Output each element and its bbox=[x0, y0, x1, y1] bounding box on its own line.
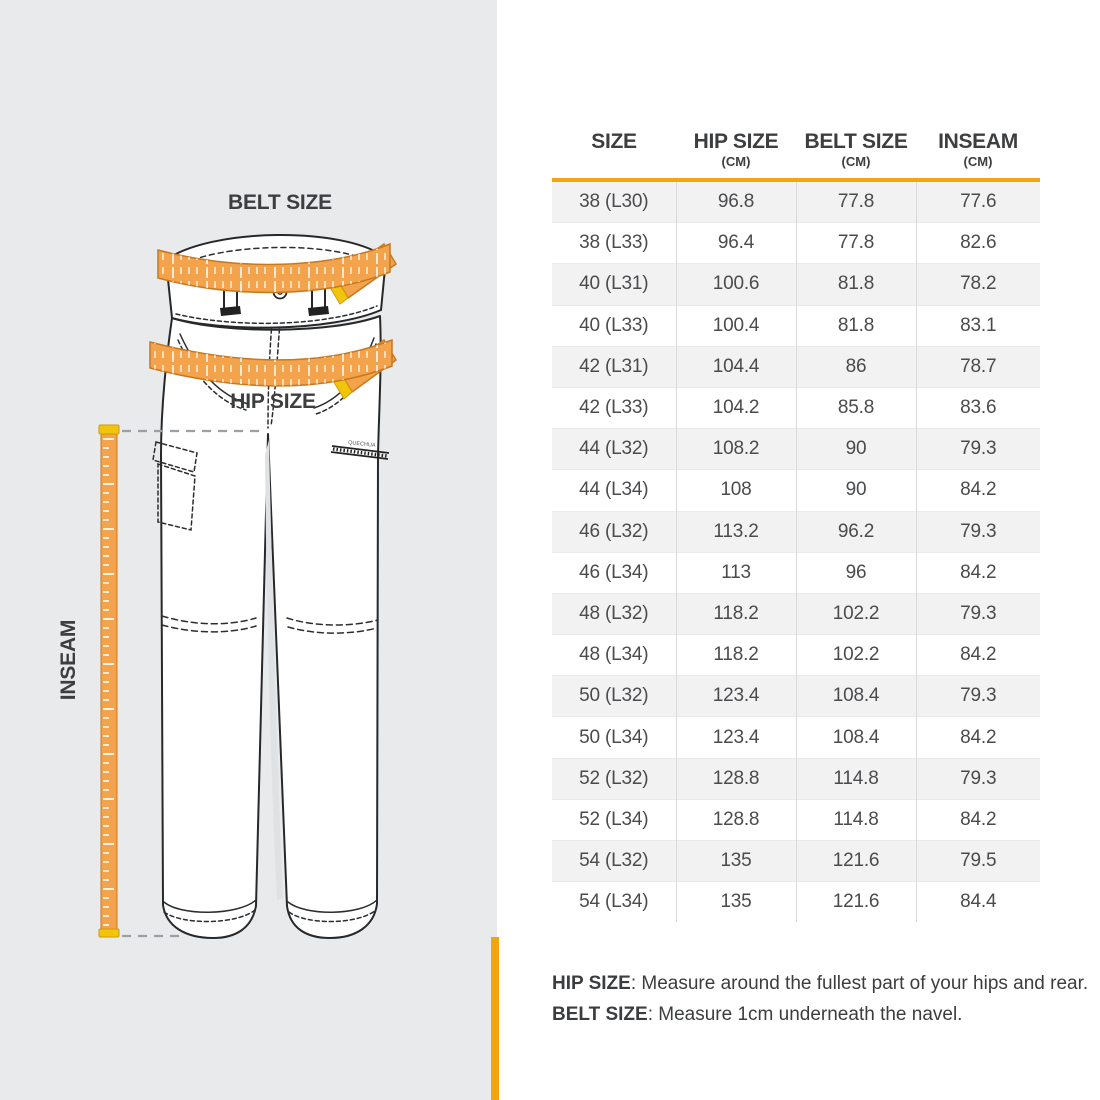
table-cell: 38 (L30) bbox=[579, 191, 649, 213]
table-cell: 86 bbox=[796, 346, 916, 387]
table-cell: 79.5 bbox=[916, 841, 1040, 882]
inseam-ruler bbox=[99, 425, 119, 937]
table-row bbox=[552, 387, 1040, 428]
table-cell: 77.8 bbox=[796, 180, 916, 223]
header-size: SIZE bbox=[552, 130, 676, 180]
table-cell: 113 bbox=[676, 552, 796, 593]
table-cell: 42 (L33) bbox=[552, 387, 676, 428]
table-cell: 52 (L34) bbox=[552, 799, 676, 840]
table-cell: 100.6 bbox=[676, 264, 796, 305]
table-cell: 121.6 bbox=[796, 841, 916, 882]
table-cell: 96.2 bbox=[796, 511, 916, 552]
table-cell: 79.3 bbox=[916, 593, 1040, 634]
table-cell: 40 (L33) bbox=[552, 305, 676, 346]
table-row bbox=[552, 429, 1040, 470]
note-label: HIP SIZE bbox=[552, 973, 631, 994]
pants-diagram bbox=[0, 0, 497, 1100]
table-cell: 81.8 bbox=[796, 264, 916, 305]
hip-size-label: HIP SIZE bbox=[230, 390, 316, 413]
table-row bbox=[552, 758, 1040, 799]
table-cell: 38 (L33) bbox=[552, 223, 676, 264]
table-cell: 118.2 bbox=[676, 635, 796, 676]
size-table-body bbox=[552, 180, 1040, 922]
table-row bbox=[552, 264, 1040, 305]
table-cell: 90 bbox=[796, 470, 916, 511]
table-cell: 50 (L34) bbox=[552, 717, 676, 758]
table-cell: 118.2 bbox=[676, 593, 796, 634]
belt-size-label: BELT SIZE bbox=[228, 191, 332, 214]
table-row bbox=[552, 717, 1040, 758]
table-cell: 79.3 bbox=[916, 429, 1040, 470]
table-row bbox=[552, 180, 1040, 223]
table-row bbox=[552, 841, 1040, 882]
table-row bbox=[552, 511, 1040, 552]
table-row bbox=[552, 223, 1040, 264]
table-cell: 78.2 bbox=[916, 264, 1040, 305]
table-cell: 128.8 bbox=[676, 758, 796, 799]
table-row bbox=[552, 799, 1040, 840]
table-row bbox=[552, 346, 1040, 387]
table-cell: 114.8 bbox=[796, 758, 916, 799]
table-cell: 102.2 bbox=[796, 593, 916, 634]
size-table-wrap bbox=[552, 130, 1040, 922]
table-cell: 84.2 bbox=[916, 635, 1040, 676]
table-cell: 123.4 bbox=[676, 717, 796, 758]
pocket-brand-label: QUECHUA bbox=[347, 440, 376, 449]
table-cell: 84.4 bbox=[916, 882, 1040, 923]
note-text: : Measure 1cm underneath the navel. bbox=[647, 1004, 963, 1025]
table-cell: 96 bbox=[796, 552, 916, 593]
table-cell: 108.2 bbox=[676, 429, 796, 470]
table-cell: 44 (L34) bbox=[552, 470, 676, 511]
table-cell: 114.8 bbox=[796, 799, 916, 840]
header-hip-size: HIP SIZE (CM) bbox=[676, 130, 796, 180]
table-cell: 48 (L34) bbox=[552, 635, 676, 676]
table-row bbox=[552, 552, 1040, 593]
table-cell: 113.2 bbox=[676, 511, 796, 552]
table-cell: 77.6 bbox=[916, 180, 1040, 223]
table-cell: 44 (L32) bbox=[552, 429, 676, 470]
table-cell: 100.4 bbox=[676, 305, 796, 346]
inseam-label: INSEAM bbox=[57, 619, 80, 701]
table-cell: 104.4 bbox=[676, 346, 796, 387]
diagram-panel bbox=[0, 0, 497, 1100]
note-line bbox=[552, 999, 1088, 1030]
table-cell: 85.8 bbox=[796, 387, 916, 428]
size-table bbox=[552, 130, 1040, 922]
table-cell: 96.4 bbox=[676, 223, 796, 264]
table-cell: 128.8 bbox=[676, 799, 796, 840]
table-row bbox=[552, 593, 1040, 634]
table-cell: 54 (L34) bbox=[552, 882, 676, 923]
table-cell: 90 bbox=[796, 429, 916, 470]
measurement-notes bbox=[552, 968, 1088, 1030]
note-line bbox=[552, 968, 1088, 999]
table-cell: 123.4 bbox=[676, 676, 796, 717]
table-cell: 78.7 bbox=[916, 346, 1040, 387]
table-cell: 79.3 bbox=[916, 758, 1040, 799]
table-cell: 108 bbox=[676, 470, 796, 511]
table-cell: 46 (L32) bbox=[552, 511, 676, 552]
table-cell: 50 (L32) bbox=[552, 676, 676, 717]
table-cell: 54 (L32) bbox=[552, 841, 676, 882]
table-cell: 52 (L32) bbox=[552, 758, 676, 799]
table-cell: 79.3 bbox=[916, 676, 1040, 717]
table-cell: 84.2 bbox=[916, 552, 1040, 593]
table-cell: 96.8 bbox=[676, 180, 796, 223]
table-cell: 84.2 bbox=[916, 717, 1040, 758]
table-cell: 81.8 bbox=[796, 305, 916, 346]
table-cell: 84.2 bbox=[916, 470, 1040, 511]
header-belt-size: BELT SIZE (CM) bbox=[796, 130, 916, 180]
table-cell: 135 bbox=[676, 882, 796, 923]
table-cell: 48 (L32) bbox=[552, 593, 676, 634]
note-label: BELT SIZE bbox=[552, 1004, 648, 1025]
table-cell: 83.1 bbox=[916, 305, 1040, 346]
accent-bar bbox=[491, 937, 499, 1100]
table-row bbox=[552, 676, 1040, 717]
table-cell: 46 (L34) bbox=[552, 552, 676, 593]
table-cell: 77.8 bbox=[796, 223, 916, 264]
table-cell: 108.4 bbox=[796, 676, 916, 717]
header-inseam: INSEAM (CM) bbox=[916, 130, 1040, 180]
table-cell: 42 (L31) bbox=[552, 346, 676, 387]
table-header-row bbox=[552, 130, 1040, 180]
table-cell: 102.2 bbox=[796, 635, 916, 676]
table-cell: 40 (L31) bbox=[552, 264, 676, 305]
table-row bbox=[552, 882, 1040, 923]
table-cell: 108.4 bbox=[796, 717, 916, 758]
table-row bbox=[552, 470, 1040, 511]
table-cell: 79.3 bbox=[916, 511, 1040, 552]
table-cell: 121.6 bbox=[796, 882, 916, 923]
table-cell: 82.6 bbox=[916, 223, 1040, 264]
table-cell: 83.6 bbox=[916, 387, 1040, 428]
table-row bbox=[552, 635, 1040, 676]
table-cell: 135 bbox=[676, 841, 796, 882]
table-cell: 84.2 bbox=[916, 799, 1040, 840]
table-row bbox=[552, 305, 1040, 346]
table-cell: 104.2 bbox=[676, 387, 796, 428]
note-text: : Measure around the fullest part of your hips and rear. bbox=[630, 973, 1089, 994]
